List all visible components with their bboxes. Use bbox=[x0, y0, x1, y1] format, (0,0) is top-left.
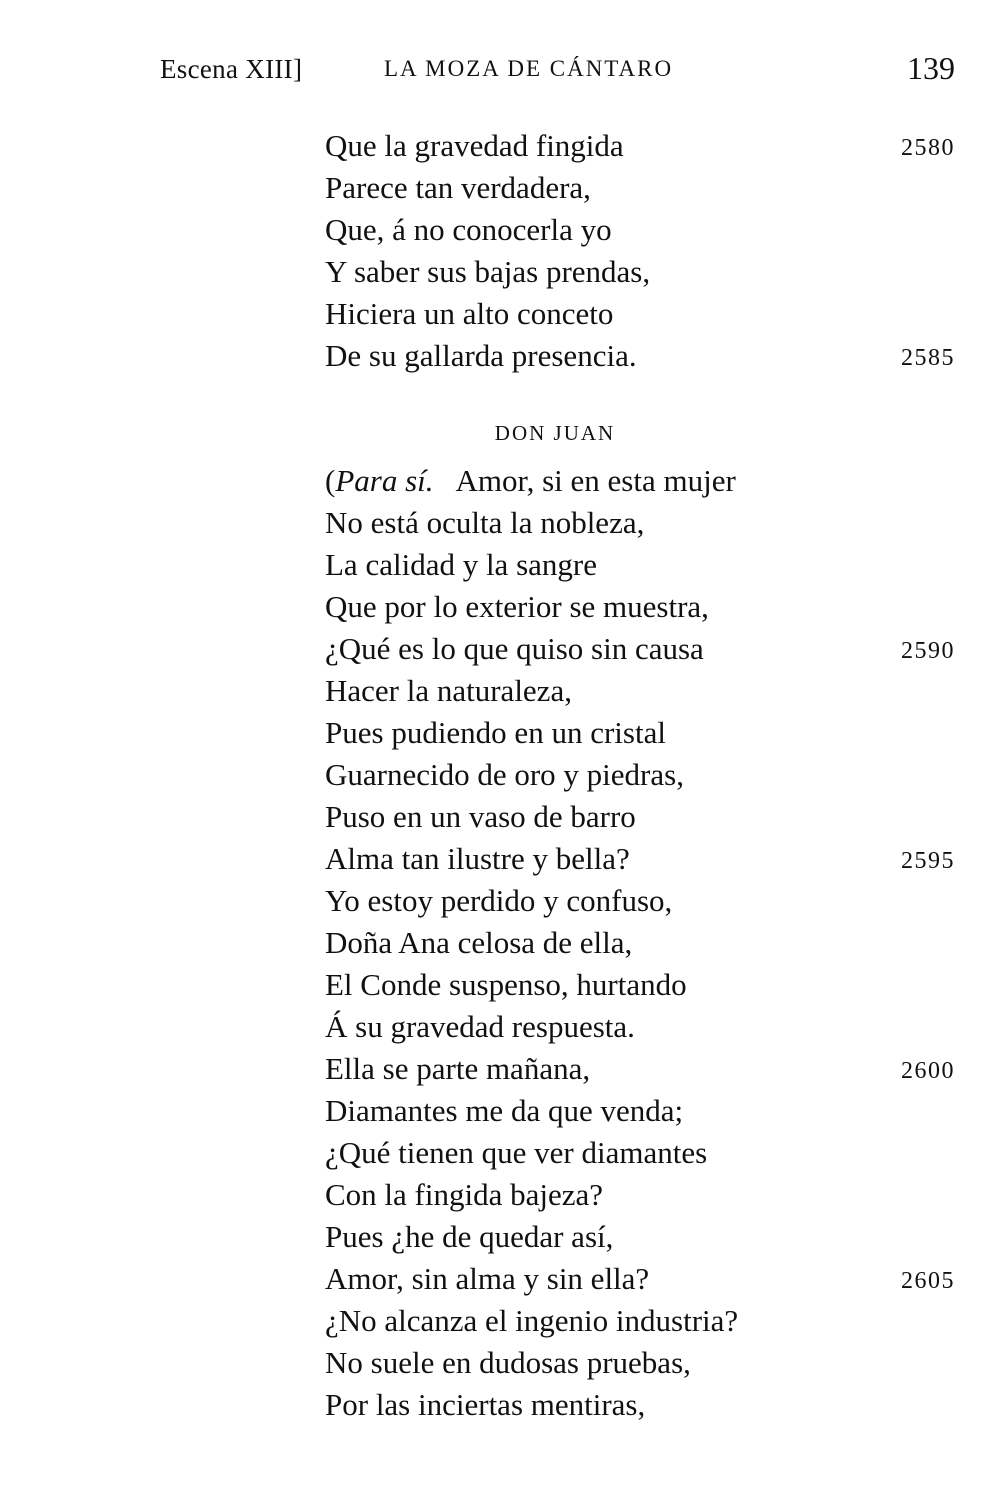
running-head bbox=[160, 50, 955, 90]
verse-line bbox=[325, 586, 955, 628]
verse-text: Doña Ana celosa de ella, bbox=[325, 925, 633, 960]
verse-text: Que, á no conocerla yo bbox=[325, 212, 612, 247]
verse-text: ¿Qué tienen que ver diamantes bbox=[325, 1135, 708, 1170]
line-number: 2595 bbox=[901, 848, 955, 874]
verse-text: Amor, sin alma y sin ella? bbox=[325, 1261, 650, 1296]
verse-line bbox=[325, 209, 955, 251]
verse-text: Con la fingida bajeza? bbox=[325, 1177, 604, 1212]
verse-line bbox=[325, 964, 955, 1006]
verse-line bbox=[325, 1300, 955, 1342]
verse-line bbox=[325, 1384, 955, 1426]
verse-text: Alma tan ilustre y bella? bbox=[325, 841, 630, 876]
verse-block-1 bbox=[325, 125, 955, 377]
verse-text: Á su gravedad respuesta. bbox=[325, 1009, 635, 1044]
verse-text: Diamantes me da que venda; bbox=[325, 1093, 684, 1128]
verse-text: Hiciera un alto conceto bbox=[325, 296, 614, 331]
verse-text: Parece tan verdadera, bbox=[325, 170, 591, 205]
verse-text: El Conde suspenso, hurtando bbox=[325, 967, 687, 1002]
verse-line bbox=[325, 796, 955, 838]
verse-block-2 bbox=[325, 460, 955, 1426]
verse-line bbox=[325, 293, 955, 335]
verse-text: No está oculta la nobleza, bbox=[325, 505, 645, 540]
verse-line bbox=[325, 1048, 955, 1090]
line-number: 2600 bbox=[901, 1058, 955, 1084]
verse-line bbox=[325, 125, 955, 167]
verse-text: Amor, si en esta mujer bbox=[455, 463, 736, 498]
line-number: 2585 bbox=[901, 345, 955, 371]
line-number: 2605 bbox=[901, 1268, 955, 1294]
play-title: LA MOZA DE CÁNTARO bbox=[384, 56, 674, 81]
verse-line bbox=[325, 628, 955, 670]
verse-text: Puso en un vaso de barro bbox=[325, 799, 636, 834]
verse-line bbox=[325, 1216, 955, 1258]
verse-text: ¿Qué es lo que quiso sin causa bbox=[325, 631, 704, 666]
verse-line bbox=[325, 880, 955, 922]
verse-line bbox=[325, 922, 955, 964]
verse-text: Ella se parte mañana, bbox=[325, 1051, 591, 1086]
verse-line bbox=[325, 712, 955, 754]
verse-text: Pues ¿he de quedar así, bbox=[325, 1219, 614, 1254]
verse-text: De su gallarda presencia. bbox=[325, 338, 637, 373]
verse-text: Yo estoy perdido y confuso, bbox=[325, 883, 673, 918]
verse-text: Que la gravedad fingida bbox=[325, 128, 624, 163]
verse-line bbox=[325, 838, 955, 880]
verse-line bbox=[325, 460, 955, 502]
verse-line bbox=[325, 1132, 955, 1174]
verse-line bbox=[325, 1174, 955, 1216]
verse-text: Hacer la naturaleza, bbox=[325, 673, 572, 708]
section-label: Escena XIII] bbox=[160, 54, 303, 84]
verse-line bbox=[325, 167, 955, 209]
speaker-name: DON JUAN bbox=[494, 421, 616, 445]
verse-line bbox=[325, 1006, 955, 1048]
verse-text: ¿No alcanza el ingenio industria? bbox=[325, 1303, 739, 1338]
verse-text: La calidad y la sangre bbox=[325, 547, 597, 582]
verse-text: Que por lo exterior se muestra, bbox=[325, 589, 709, 624]
verse-line bbox=[325, 544, 955, 586]
verse-line bbox=[325, 251, 955, 293]
stage-aside: Para sí. bbox=[335, 463, 434, 498]
verse-line bbox=[325, 754, 955, 796]
verse-line bbox=[325, 335, 955, 377]
verse-line bbox=[325, 1342, 955, 1384]
line-number: 2580 bbox=[901, 135, 955, 161]
line-number: 2590 bbox=[901, 638, 955, 664]
verse-text: Y saber sus bajas prendas, bbox=[325, 254, 651, 289]
page-number: 139 bbox=[907, 50, 955, 86]
verse-line bbox=[325, 502, 955, 544]
verse-line bbox=[325, 670, 955, 712]
aside-open-paren: ( bbox=[325, 463, 336, 498]
verse-text: Pues pudiendo en un cristal bbox=[325, 715, 666, 750]
verse-text: Guarnecido de oro y piedras, bbox=[325, 757, 684, 792]
verse-text: Por las inciertas mentiras, bbox=[325, 1387, 646, 1422]
verse-line bbox=[325, 1258, 955, 1300]
verse-line bbox=[325, 1090, 955, 1132]
verse-text: No suele en dudosas pruebas, bbox=[325, 1345, 691, 1380]
